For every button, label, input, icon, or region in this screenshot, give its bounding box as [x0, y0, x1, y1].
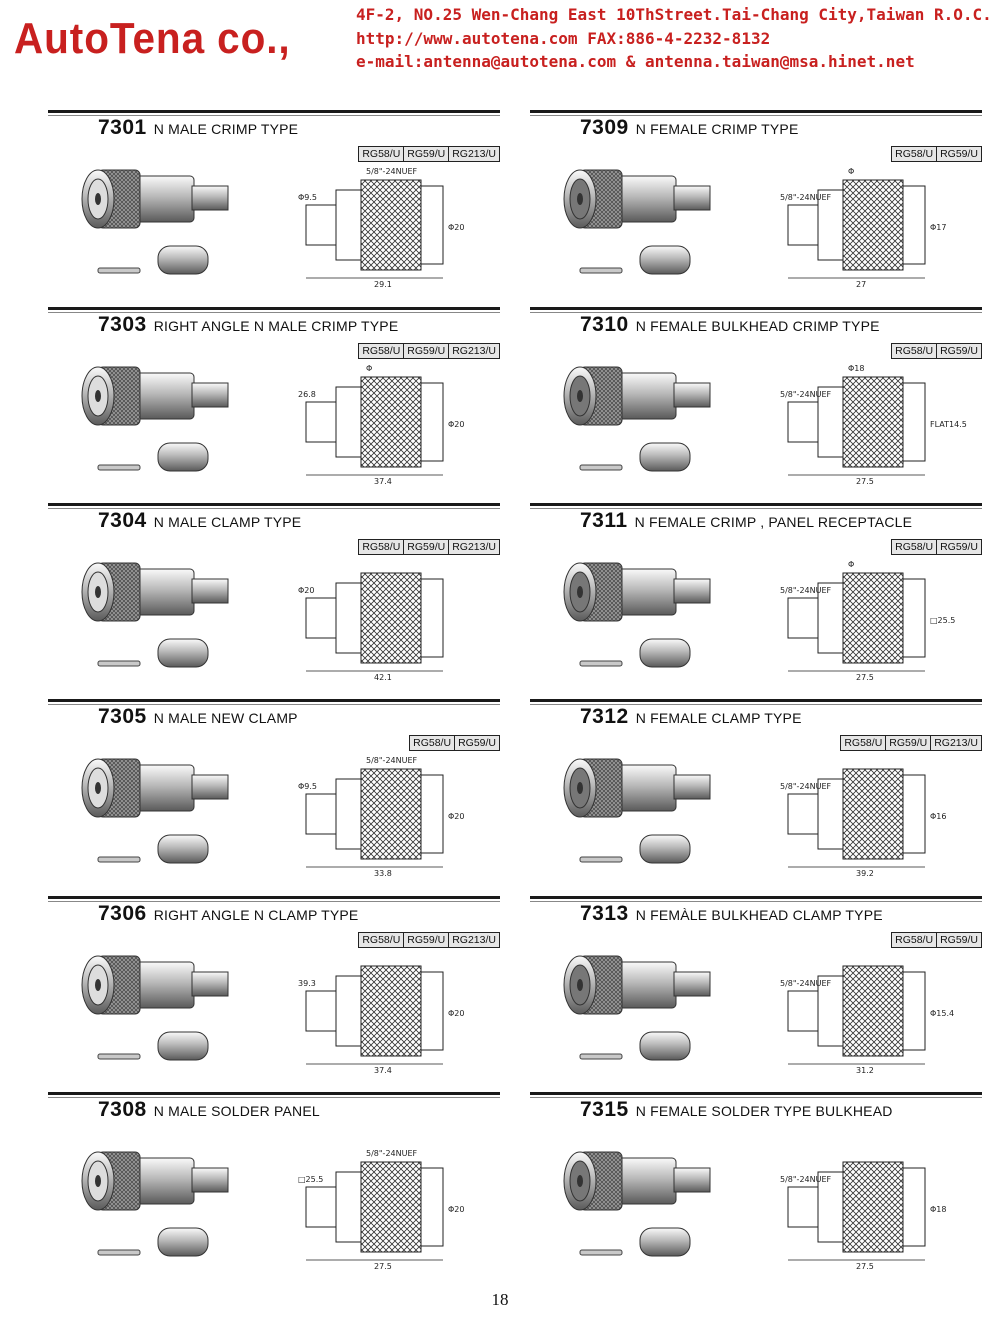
product-name: N FEMALE BULKHEAD CRIMP TYPE — [635, 318, 880, 334]
product-name: N MALE NEW CLAMP — [153, 710, 298, 726]
product-code: 7301 — [98, 116, 147, 139]
product-name: N MALE CRIMP TYPE — [153, 121, 299, 137]
section-divider — [48, 503, 500, 506]
brand-logo: AutoTena co., — [14, 14, 291, 63]
dimension-label: Φ9.5 — [298, 193, 318, 202]
technical-drawing — [296, 357, 496, 487]
product-photo — [540, 936, 730, 1086]
dimension-label: Φ16 — [930, 812, 947, 821]
cable-badge: RG213/U — [448, 540, 499, 554]
product-photo — [58, 543, 248, 693]
dimension-length: 31.2 — [856, 1066, 874, 1075]
dimension-drawing — [296, 357, 496, 487]
section-divider — [48, 699, 500, 702]
section-divider — [48, 307, 500, 310]
product-photo — [540, 543, 730, 693]
technical-drawing — [778, 946, 978, 1076]
dimension-length: 27.5 — [856, 673, 874, 682]
technical-drawing — [778, 1142, 978, 1272]
company-address: 4F-2, NO.25 Wen-Chang East 10ThStreet.Tai-Chang City,Taiwan R.O.C. — [356, 5, 992, 24]
dimension-length: 42.1 — [374, 673, 392, 682]
dimension-length: 27.5 — [856, 477, 874, 486]
dimension-length: 27 — [856, 280, 867, 289]
product-name: N FEMALE CRIMP TYPE — [635, 121, 799, 137]
dimension-label: FLAT14.5 — [930, 420, 967, 429]
cable-badge: RG58/U — [841, 736, 885, 750]
dimension-label: Φ20 — [448, 420, 465, 429]
cable-badge: RG58/U — [892, 147, 936, 161]
cable-badge: RG59/U — [403, 147, 448, 161]
product-section-7312 — [530, 699, 982, 889]
product-code: 7315 — [580, 1098, 629, 1121]
dimension-drawing — [296, 749, 496, 879]
cable-badge: RG58/U — [892, 540, 936, 554]
connector-photo — [540, 1132, 730, 1282]
product-section-7310 — [530, 307, 982, 497]
dimension-label: Φ18 — [930, 1205, 947, 1214]
dimension-length: 37.4 — [374, 477, 392, 486]
dimension-label: Φ9.5 — [298, 782, 318, 791]
product-title — [98, 705, 298, 729]
dimension-drawing — [778, 553, 978, 683]
dimension-length: 29.1 — [374, 280, 392, 289]
cable-badge: RG213/U — [448, 344, 499, 358]
dimension-drawing — [778, 160, 978, 290]
product-photo — [58, 347, 248, 497]
technical-drawing — [778, 553, 978, 683]
section-divider — [530, 110, 982, 113]
connector-photo — [58, 150, 248, 300]
dimension-label: 5/8"-24NUEF — [780, 586, 832, 595]
technical-drawing — [296, 1142, 496, 1272]
dimension-drawing — [778, 1142, 978, 1272]
dimension-label: 5/8"-24NUEF — [366, 167, 418, 176]
connector-photo — [58, 543, 248, 693]
product-code: 7306 — [98, 902, 147, 925]
cable-badge: RG58/U — [359, 147, 403, 161]
product-name: N MALE SOLDER PANEL — [153, 1103, 320, 1119]
cable-badge: RG58/U — [359, 540, 403, 554]
dimension-length: 39.2 — [856, 869, 874, 878]
dimension-label: Φ — [848, 560, 855, 569]
dimension-label: Φ17 — [930, 223, 947, 232]
product-title — [580, 1098, 893, 1122]
dimension-label: □25.5 — [298, 1175, 324, 1184]
section-divider — [530, 307, 982, 310]
dimension-drawing — [778, 357, 978, 487]
product-name: N FEMALE CRIMP , PANEL RECEPTACLE — [634, 514, 913, 530]
dimension-label: 5/8"-24NUEF — [780, 193, 832, 202]
product-code: 7310 — [580, 313, 629, 336]
connector-photo — [540, 150, 730, 300]
dimension-drawing — [296, 160, 496, 290]
section-divider — [48, 110, 500, 113]
dimension-label: Φ15.4 — [930, 1009, 955, 1018]
product-section-7303 — [48, 307, 500, 497]
section-divider — [48, 1092, 500, 1095]
product-photo — [58, 739, 248, 889]
dimension-drawing — [296, 946, 496, 1076]
product-name: N MALE CLAMP TYPE — [153, 514, 302, 530]
connector-photo — [540, 543, 730, 693]
product-title — [98, 313, 398, 337]
product-name: RIGHT ANGLE N CLAMP TYPE — [153, 907, 359, 923]
cable-badge: RG59/U — [403, 344, 448, 358]
connector-photo — [540, 347, 730, 497]
cable-badge: RG59/U — [403, 933, 448, 947]
dimension-label: Φ20 — [448, 1205, 465, 1214]
dimension-drawing — [296, 1142, 496, 1272]
connector-photo — [58, 1132, 248, 1282]
product-section-7301 — [48, 110, 500, 300]
product-section-7313 — [530, 896, 982, 1086]
section-divider — [530, 896, 982, 899]
cable-badge: RG213/U — [448, 147, 499, 161]
product-code: 7305 — [98, 705, 147, 728]
dimension-label: Φ20 — [298, 586, 315, 595]
product-photo — [58, 1132, 248, 1282]
cable-badge: RG59/U — [936, 147, 981, 161]
technical-drawing — [296, 946, 496, 1076]
product-title — [98, 509, 301, 533]
product-title — [580, 509, 912, 533]
product-photo — [540, 739, 730, 889]
company-web-fax: http://www.autotena.com FAX:886-4-2232-8132 — [356, 29, 771, 48]
company-email: e-mail:antenna@autotena.com & antenna.taiwan@msa.hinet.net — [356, 52, 915, 71]
dimension-label: Φ — [848, 167, 855, 176]
product-photo — [540, 150, 730, 300]
dimension-label: 5/8"-24NUEF — [780, 782, 832, 791]
cable-badge: RG59/U — [454, 736, 499, 750]
product-title — [98, 1098, 320, 1122]
product-section-7304 — [48, 503, 500, 693]
technical-drawing — [296, 749, 496, 879]
product-photo — [540, 347, 730, 497]
dimension-label: Φ — [366, 364, 373, 373]
technical-drawing — [778, 160, 978, 290]
product-code: 7303 — [98, 313, 147, 336]
product-name: RIGHT ANGLE N MALE CRIMP TYPE — [153, 318, 399, 334]
product-photo — [58, 936, 248, 1086]
product-code: 7313 — [580, 902, 629, 925]
dimension-label: 39.3 — [298, 979, 316, 988]
technical-drawing — [296, 160, 496, 290]
dimension-label: 5/8"-24NUEF — [366, 1149, 418, 1158]
product-section-7315 — [530, 1092, 982, 1282]
section-divider — [530, 503, 982, 506]
product-title — [580, 313, 880, 337]
section-divider — [48, 896, 500, 899]
cable-badge: RG59/U — [936, 344, 981, 358]
section-divider — [530, 699, 982, 702]
product-section-7309 — [530, 110, 982, 300]
dimension-drawing — [296, 553, 496, 683]
dimension-length: 33.8 — [374, 869, 392, 878]
technical-drawing — [778, 749, 978, 879]
dimension-drawing — [778, 946, 978, 1076]
product-photo — [540, 1132, 730, 1282]
dimension-label: 5/8"-24NUEF — [780, 1175, 832, 1184]
dimension-label: Φ20 — [448, 1009, 465, 1018]
product-name: N FEMÀLE BULKHEAD CLAMP TYPE — [635, 907, 883, 923]
cable-badge: RG58/U — [359, 933, 403, 947]
dimension-drawing — [778, 749, 978, 879]
product-title — [98, 116, 298, 140]
cable-badge: RG58/U — [410, 736, 454, 750]
dimension-label: 5/8"-24NUEF — [366, 756, 418, 765]
dimension-label: Φ20 — [448, 812, 465, 821]
dimension-label: □25.5 — [930, 616, 956, 625]
technical-drawing — [296, 553, 496, 683]
product-photo — [58, 150, 248, 300]
section-divider — [530, 1092, 982, 1095]
dimension-label: Φ20 — [448, 223, 465, 232]
connector-photo — [540, 936, 730, 1086]
connector-photo — [58, 739, 248, 889]
product-section-7306 — [48, 896, 500, 1086]
dimension-length: 27.5 — [374, 1262, 392, 1271]
dimension-label: 5/8"-24NUEF — [780, 979, 832, 988]
connector-photo — [58, 347, 248, 497]
cable-badge: RG59/U — [403, 540, 448, 554]
connector-photo — [58, 936, 248, 1086]
cable-badge: RG59/U — [936, 933, 981, 947]
cable-badge: RG59/U — [936, 540, 981, 554]
product-name: N FEMALE SOLDER TYPE BULKHEAD — [635, 1103, 893, 1119]
product-code: 7308 — [98, 1098, 147, 1121]
dimension-label: Φ18 — [848, 364, 865, 373]
cable-badge: RG213/U — [930, 736, 981, 750]
connector-photo — [540, 739, 730, 889]
cable-badge: RG213/U — [448, 933, 499, 947]
product-code: 7309 — [580, 116, 629, 139]
product-code: 7311 — [580, 509, 628, 532]
product-name: N FEMALE CLAMP TYPE — [635, 710, 802, 726]
cable-badge: RG59/U — [885, 736, 930, 750]
dimension-length: 37.4 — [374, 1066, 392, 1075]
dimension-label: 5/8"-24NUEF — [780, 390, 832, 399]
product-code: 7312 — [580, 705, 629, 728]
cable-badge: RG58/U — [892, 344, 936, 358]
product-title — [98, 902, 358, 926]
product-section-7305 — [48, 699, 500, 889]
page-number: 18 — [491, 1290, 509, 1309]
product-section-7308 — [48, 1092, 500, 1282]
cable-badge: RG58/U — [892, 933, 936, 947]
technical-drawing — [778, 357, 978, 487]
product-title — [580, 705, 802, 729]
product-title — [580, 116, 798, 140]
product-section-7311 — [530, 503, 982, 693]
product-code: 7304 — [98, 509, 147, 532]
product-title — [580, 902, 883, 926]
dimension-label: 26.8 — [298, 390, 316, 399]
cable-badge: RG58/U — [359, 344, 403, 358]
dimension-length: 27.5 — [856, 1262, 874, 1271]
